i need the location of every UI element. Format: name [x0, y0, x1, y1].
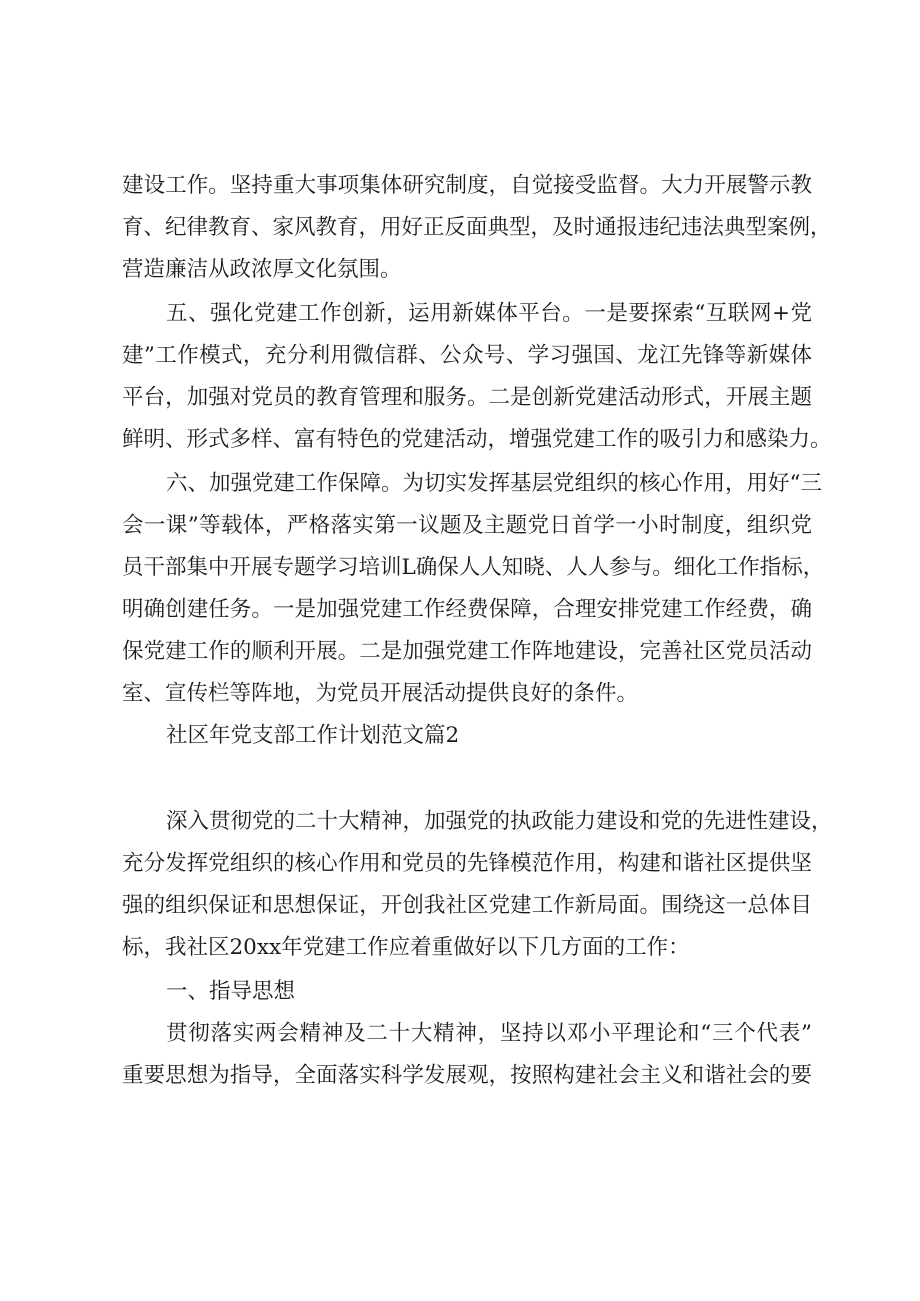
- paragraph-line: 重要思想为指导，全面落实科学发展观，按照构建社会主义和谐社会的要: [122, 1063, 812, 1088]
- paragraph-line: 六、加强党建工作保障。为切实发挥基层党组织的核心作用，用好“三: [166, 471, 822, 496]
- paragraph-line: 会一课”等载体，严格落实第一议题及主题党日首学一小时制度，组织党: [122, 513, 812, 538]
- paragraph-line: 室、宣传栏等阵地，为党员开展活动提供良好的条件。: [122, 681, 639, 706]
- article-title: 社区年党支部工作计划范文篇2: [166, 723, 460, 748]
- section-heading: 一、指导思想: [166, 979, 296, 1004]
- paragraph-line: 深入贯彻党的二十大精神，加强党的执政能力建设和党的先进性建设，: [166, 809, 833, 834]
- paragraph-line: 建”工作模式，充分利用微信群、公众号、学习强国、龙江先锋等新媒体: [122, 343, 812, 368]
- paragraph-line: 贯彻落实两会精神及二十大精神，坚持以邓小平理论和“三个代表”: [166, 1021, 812, 1046]
- paragraph-line: 明确创建任务。一是加强党建工作经费保障，合理安排党建工作经费，确: [122, 597, 812, 622]
- paragraph-line: 员干部集中开展专题学习培训L确保人人知晓、人人参与。细化工作指标，: [122, 555, 825, 580]
- paragraph-line: 平台，加强对党员的教育管理和服务。二是创新党建活动形式，开展主题: [122, 385, 812, 410]
- paragraph-line: 建设工作。坚持重大事项集体研究制度，自觉接受监督。大力开展警示教: [122, 173, 812, 198]
- paragraph-line: 标，我社区20xx年党建工作应着重做好以下几方面的工作：: [122, 935, 690, 960]
- paragraph-line: 五、强化党建工作创新，运用新媒体平台。一是要探索“互联网+党: [166, 301, 812, 326]
- paragraph-line: 强的组织保证和思想保证，开创我社区党建工作新局面。围绕这一总体目: [122, 893, 812, 918]
- paragraph-line: 充分发挥党组织的核心作用和党员的先锋模范作用，构建和谐社区提供坚: [122, 851, 812, 876]
- paragraph-line: 营造廉洁从政浓厚文化氛围。: [122, 257, 402, 282]
- paragraph-line: 育、纪律教育、家风教育，用好正反面典型，及时通报违纪违法典型案例，: [122, 215, 832, 240]
- paragraph-line: 鲜明、形式多样、富有特色的党建活动，增强党建工作的吸引力和感染力。: [122, 427, 832, 452]
- paragraph-line: 保党建工作的顺利开展。二是加强党建工作阵地建设，完善社区党员活动: [122, 639, 812, 664]
